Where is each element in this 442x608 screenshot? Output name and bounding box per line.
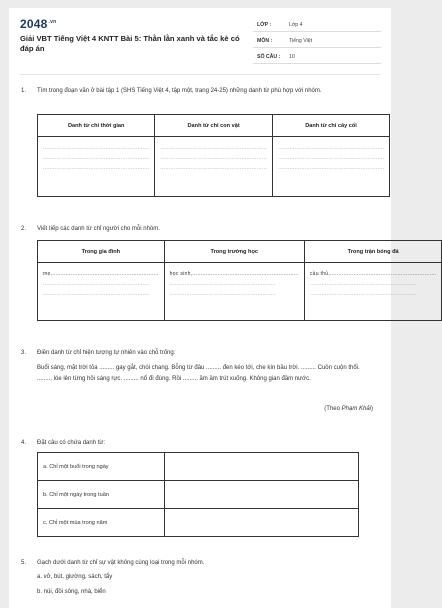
answer-line: ............................................................... (277, 145, 385, 151)
answer-line (43, 269, 159, 279)
meta-subject-label: MÔN : (257, 38, 273, 44)
q1-text: Tìm trong đoạn văn ở bài tập 1 (SHS Tiếng Việt 4, tập một, trang 24-25) những danh từ phù hợp với nhóm. (37, 88, 322, 94)
meta-grade (253, 18, 381, 32)
q2-table (37, 240, 442, 321)
q1-answer-time[interactable] (38, 137, 155, 197)
answer-line: ............................................................... (160, 145, 267, 151)
answer-line: ............................................................... (43, 291, 150, 297)
q2-header-football: Trong trận bóng đá (304, 241, 442, 263)
q4-answer-cell[interactable] (165, 509, 359, 537)
q1-header-time: Danh từ chỉ thời gian (38, 115, 155, 137)
answer-line: ............................................................... (43, 155, 150, 161)
header-divider (20, 74, 380, 75)
q2-header-family: Trong gia đình (38, 241, 165, 263)
meta-subject (253, 34, 381, 48)
meta-count-value: 10 (289, 54, 295, 60)
dots: ............................................................... (52, 271, 159, 277)
answer-line: ............................................................... (277, 165, 385, 171)
q4-row-label: a. Chỉ một buổi trong ngày (38, 453, 165, 481)
q1-number: 1. (21, 88, 27, 94)
answer-line: ............................................................... (277, 155, 385, 161)
answer-line (170, 269, 299, 279)
q2-number: 2. (21, 226, 27, 232)
meta-grade-label: LỚP : (257, 22, 272, 28)
q5-text: Gạch dưới danh từ chỉ sự vật không cùng loại trong mỗi nhóm. (37, 560, 205, 566)
q5-item-a: a. vở, bút, giường, sách, tẩy (37, 574, 113, 580)
q4-number: 4. (21, 440, 27, 446)
answer-line (310, 269, 437, 279)
q5-number: 5. (21, 560, 27, 566)
q2-answer-family[interactable] (38, 263, 165, 321)
answer-line: ............................................................... (43, 281, 150, 287)
q1-answer-plant[interactable] (272, 137, 389, 197)
answer-line: ............................................................... (43, 165, 150, 171)
q2-start-family: mẹ, (43, 271, 53, 277)
q3-passage: Buổi sáng, mặt trời tỏa ......... gay gắt, chói chang. Bỗng từ đâu ......... đen kéo tới, che kín bầu trời. ......... Cuồn cuộn thổi. ......... lóe lên từng hồi sáng rực. ......... nổ đì đùng. Rồi ......... ầm ầm trút xuống. Không gian đầm nước. (37, 365, 360, 382)
q3-number: 3. (21, 350, 27, 356)
worksheet-page (9, 8, 437, 608)
site-logo[interactable] (20, 17, 56, 31)
meta-grade-value: Lớp 4 (289, 22, 303, 28)
q3-text: Điền danh từ chỉ hiện tượng tự nhiên vào chỗ trống: (37, 350, 176, 356)
source-suffix: ) (371, 406, 373, 412)
q2-answer-school[interactable] (164, 263, 304, 321)
q1-answer-animal[interactable] (155, 137, 272, 197)
source-author: Phạm Khải (341, 406, 371, 412)
q2-text: Viết tiếp các danh từ chỉ người cho mỗi nhóm. (37, 226, 160, 232)
q5-item-b: b. núi, đồi sông, nhà, biển (37, 589, 106, 595)
meta-subject-value: Tiếng Việt (289, 38, 313, 44)
q4-answer-cell[interactable] (165, 453, 359, 481)
q4-answer-cell[interactable] (165, 481, 359, 509)
document-title: Giải VBT Tiếng Việt 4 KNTT Bài 5: Thằn lằn xanh và tắc kè có đáp án (20, 34, 240, 53)
q1-table (37, 114, 390, 197)
answer-line: ............................................................... (169, 281, 277, 287)
q1-header-plant: Danh từ chỉ cây cối (272, 115, 389, 137)
answer-line: ............................................................... (43, 145, 150, 151)
answer-line: ............................................................... (309, 291, 417, 297)
meta-question-count (253, 50, 381, 64)
q2-answer-football[interactable] (304, 263, 442, 321)
answer-line: ............................................................... (309, 281, 417, 287)
answer-line: ............................................................... (169, 291, 277, 297)
logo-suffix: .vn (48, 19, 57, 25)
q1-header-animal: Danh từ chỉ con vật (155, 115, 272, 137)
dots: ............................................................... (192, 271, 299, 277)
q3-source (324, 406, 373, 412)
q4-text: Đặt câu có chứa danh từ: (37, 440, 106, 446)
answer-line: ............................................................... (160, 165, 267, 171)
q2-start-football: cầu thủ, (309, 271, 331, 277)
q4-row-label: b. Chỉ một ngày trong tuần (38, 481, 165, 509)
q4-row-label: c. Chỉ một mùa trong năm (38, 509, 165, 537)
q2-start-school: học sinh, (169, 271, 193, 277)
dots: ............................................................... (330, 271, 437, 277)
q2-header-school: Trong trường học (164, 241, 304, 263)
meta-count-label: SỐ CÂU : (257, 54, 281, 60)
source-prefix: (Theo (324, 406, 342, 412)
logo-text: 2048 (20, 17, 48, 31)
answer-line: ............................................................... (160, 155, 267, 161)
q4-table (37, 452, 359, 537)
